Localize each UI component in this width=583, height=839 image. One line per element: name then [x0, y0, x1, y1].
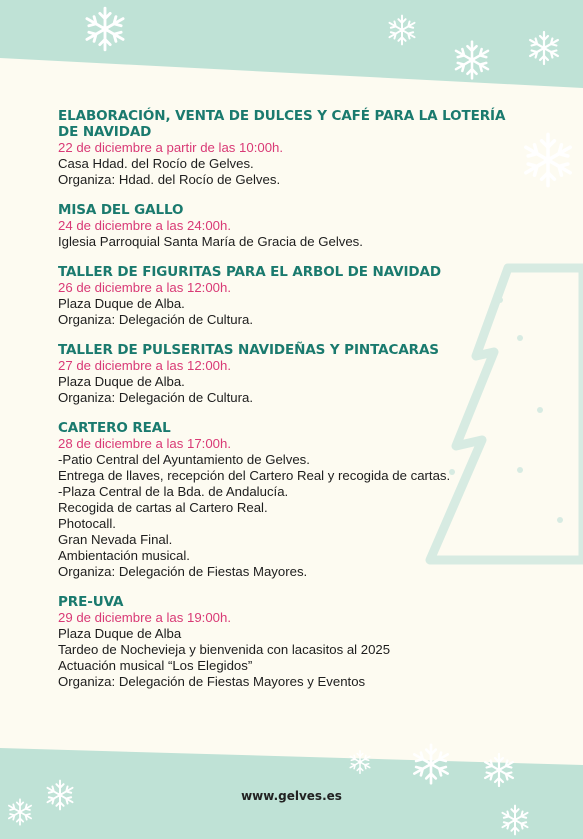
event-detail: Tardeo de Nochevieja y bienvenida con lacasitos al 2025 [58, 642, 391, 657]
event-detail: Plaza Duque de Alba. [58, 296, 185, 311]
event-item [58, 420, 528, 580]
event-title: MISA DEL GALLO [58, 202, 184, 218]
event-date: 28 de diciembre a las 17:00h. [58, 436, 232, 451]
event-item [58, 264, 528, 328]
event-detail: Organiza: Delegación de Cultura. [58, 390, 253, 405]
event-detail: Gran Nevada Final. [58, 532, 173, 547]
event-date: 24 de diciembre a las 24:00h. [58, 218, 232, 233]
event-detail: Entrega de llaves, recepción del Cartero Real y recogida de cartas. [58, 468, 451, 483]
event-detail: Recogida de cartas al Cartero Real. [58, 500, 268, 515]
event-title: TALLER DE FIGURITAS PARA EL ARBOL DE NAVIDAD [58, 264, 441, 280]
event-item [58, 342, 528, 406]
event-date: 22 de diciembre a partir de las 10:00h. [58, 140, 284, 155]
website-url[interactable]: www.gelves.es [241, 789, 342, 803]
event-detail: Photocall. [58, 516, 116, 531]
events-list [58, 108, 528, 704]
event-detail: Plaza Duque de Alba. [58, 374, 185, 389]
event-detail: Actuación musical “Los Elegidos” [58, 658, 253, 673]
event-detail: Organiza: Delegación de Cultura. [58, 312, 253, 327]
event-detail: Organiza: Delegación de Fiestas Mayores y Eventos [58, 674, 366, 689]
event-detail: -Plaza Central de la Bda. de Andalucía. [58, 484, 289, 499]
event-detail: -Patio Central del Ayuntamiento de Gelves. [58, 452, 310, 467]
event-date: 29 de diciembre a las 19:00h. [58, 610, 232, 625]
event-detail: Iglesia Parroquial Santa María de Gracia de Gelves. [58, 234, 363, 249]
event-title: CARTERO REAL [58, 420, 171, 436]
event-title: PRE-UVA [58, 594, 124, 610]
event-detail: Plaza Duque de Alba [58, 626, 182, 641]
event-detail: Ambientación musical. [58, 548, 190, 563]
event-date: 26 de diciembre a las 12:00h. [58, 280, 232, 295]
event-item [58, 202, 528, 250]
event-item [58, 108, 528, 188]
event-detail: Casa Hdad. del Rocío de Gelves. [58, 156, 254, 171]
event-title: TALLER DE PULSERITAS NAVIDEÑAS Y PINTACARAS [58, 342, 439, 358]
event-date: 27 de diciembre a las 12:00h. [58, 358, 232, 373]
event-title: ELABORACIÓN, VENTA DE DULCES Y CAFÉ PARA LA LOTERÍA DE NAVIDAD [58, 108, 506, 140]
event-detail: Organiza: Delegación de Fiestas Mayores. [58, 564, 308, 579]
event-item [58, 594, 528, 690]
event-detail: Organiza: Hdad. del Rocío de Gelves. [58, 172, 281, 187]
